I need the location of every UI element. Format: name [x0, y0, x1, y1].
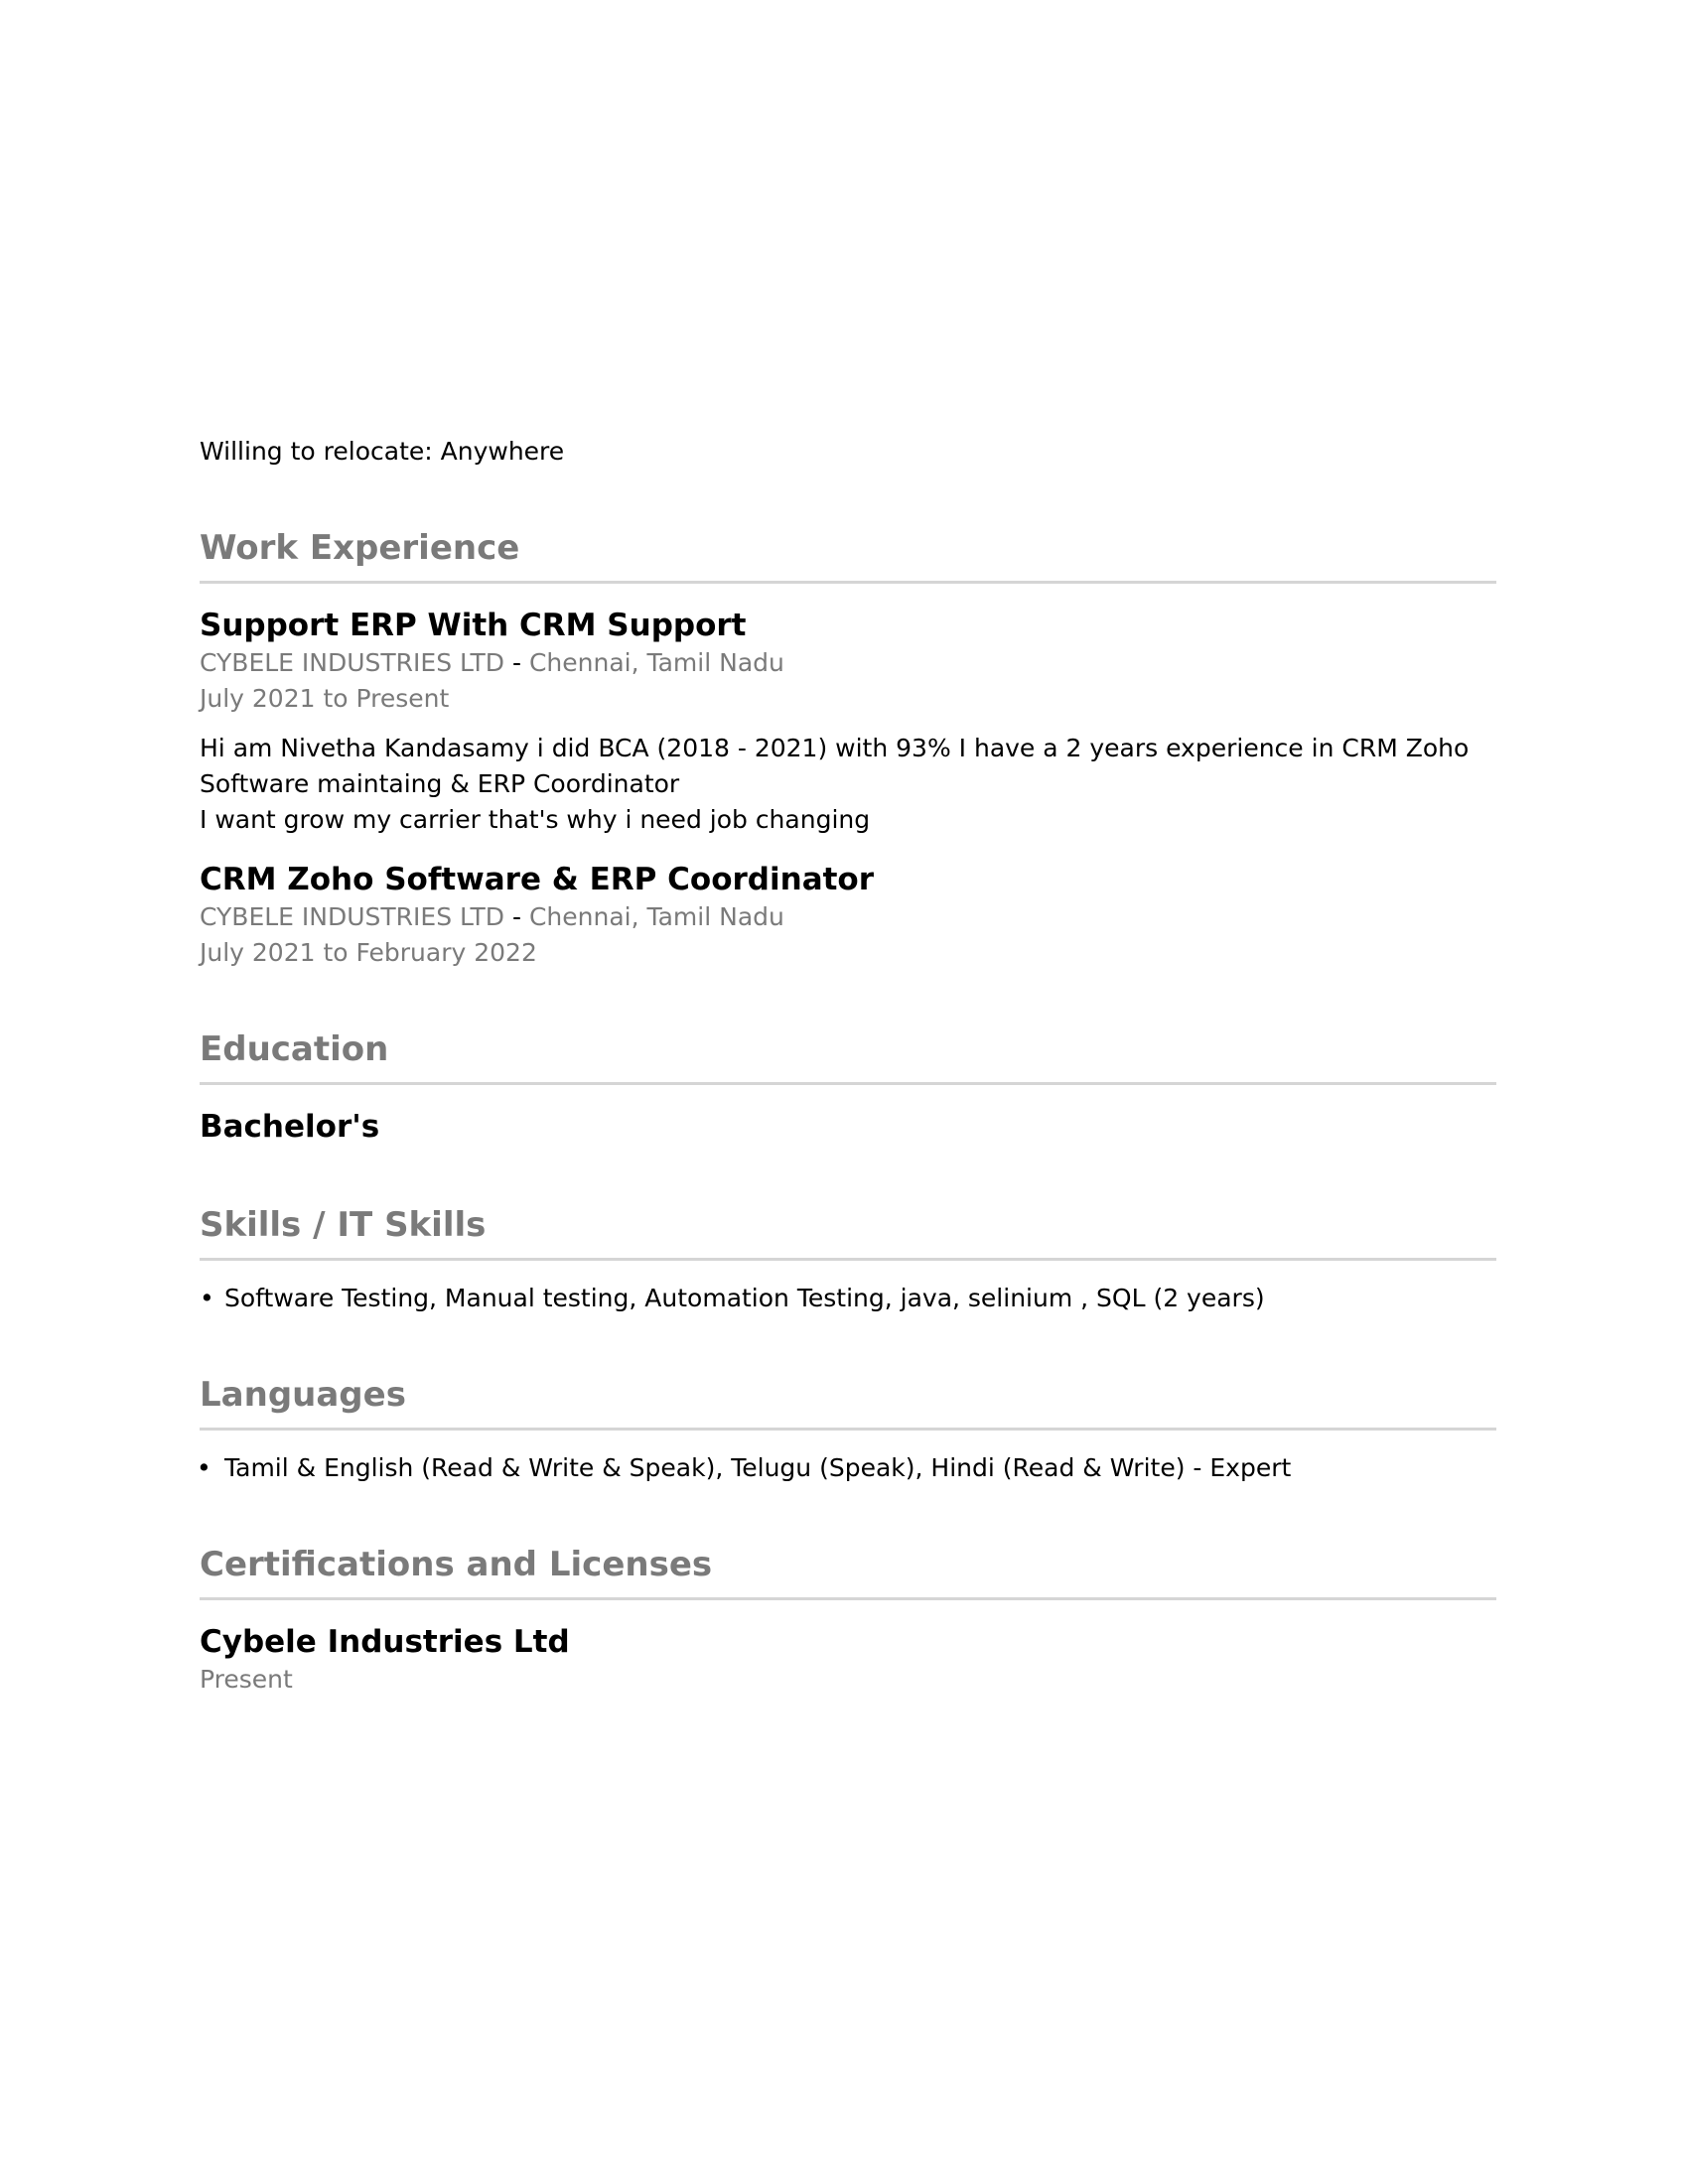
job-company: CYBELE INDUSTRIES LTD	[200, 902, 505, 931]
job-company-location	[200, 645, 1496, 681]
section-title-languages: Languages	[200, 1374, 1496, 1431]
job-separator: -	[504, 648, 529, 677]
section-title-skills: Skills / IT Skills	[200, 1204, 1496, 1261]
education-entry	[200, 1107, 1496, 1147]
job-title: CRM Zoho Software & ERP Coordinator	[200, 862, 875, 897]
section-title-certifications: Certifications and Licenses	[200, 1544, 1496, 1600]
bullet-icon: •	[197, 1453, 211, 1482]
relocate-statement: Willing to relocate: Anywhere	[200, 437, 565, 466]
language-text: Tamil & English (Read & Write & Speak), Telugu (Speak), Hindi (Read & Write) - Expert	[224, 1453, 1292, 1482]
list-item	[200, 1281, 1496, 1316]
job-entry	[200, 606, 1496, 838]
skills-section	[200, 1204, 1496, 1316]
list-item	[197, 1450, 1496, 1486]
work-experience-section	[200, 527, 1496, 971]
skills-list	[200, 1281, 1496, 1316]
job-location: Chennai, Tamil Nadu	[528, 648, 784, 677]
job-company: CYBELE INDUSTRIES LTD	[200, 648, 505, 677]
job-description: Hi am Nivetha Kandasamy i did BCA (2018 - 2021) with 93% I have a 2 years experience in CRM Zoho Software maintaing & ERP Coordinator I want grow my carrier that's why i need job changing	[200, 734, 1470, 834]
section-title-education: Education	[200, 1028, 1496, 1085]
certifications-section	[200, 1544, 1496, 1698]
resume-content	[197, 434, 1496, 1698]
certification-date: Present	[200, 1665, 293, 1694]
languages-section	[197, 1374, 1496, 1486]
languages-list	[197, 1450, 1496, 1486]
skill-text: Software Testing, Manual testing, Automation Testing, java, selinium , SQL (2 years)	[224, 1284, 1265, 1312]
section-title-work-experience: Work Experience	[200, 527, 1496, 584]
job-dates: July 2021 to Present	[200, 684, 450, 713]
job-entry	[200, 860, 1496, 971]
job-company-location	[200, 899, 1496, 935]
education-degree: Bachelor's	[200, 1109, 380, 1145]
job-title: Support ERP With CRM Support	[200, 608, 747, 643]
job-separator: -	[504, 902, 529, 931]
certification-entry	[200, 1622, 1496, 1698]
bullet-icon: •	[200, 1284, 214, 1312]
certification-name: Cybele Industries Ltd	[200, 1624, 570, 1660]
job-dates: July 2021 to February 2022	[200, 938, 537, 967]
job-location: Chennai, Tamil Nadu	[528, 902, 784, 931]
education-section	[200, 1028, 1496, 1147]
